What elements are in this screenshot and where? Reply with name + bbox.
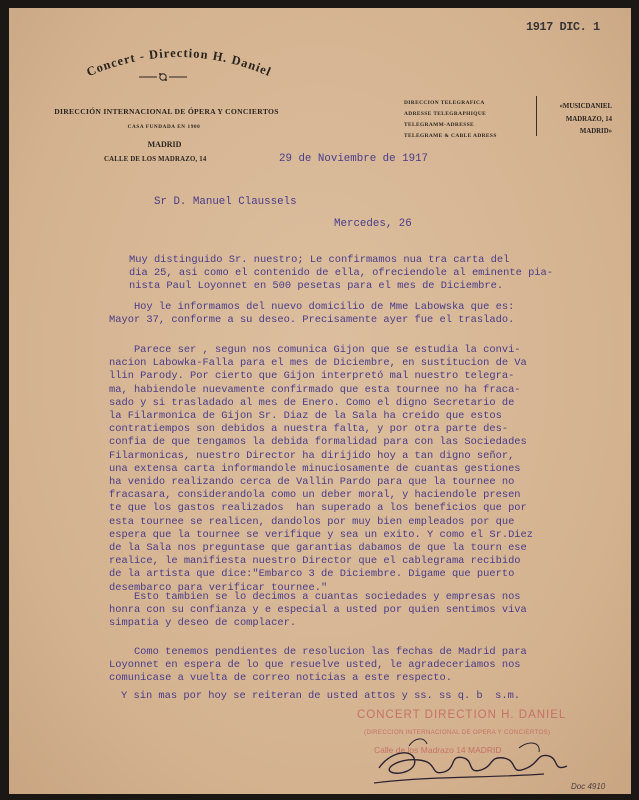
body-paragraph-5: Como tenemos pendientes de resolucion las fechas de Madrid para Loyonnet en espera de lo que resuelve usted, le agradeceriamos nos comunicase a vuelta de correo noticias a este respecto.: [109, 646, 527, 685]
company-stamp-address: Calle de los Madrazo 14 MADRID: [374, 745, 502, 755]
cable-line: «MUSICDANIEL: [559, 103, 612, 110]
body-paragraph-2: Hoy le informamos del nuevo domicilio de Mme Labowska que es: Mayor 37, conforme a su deseo. Precisamente ayer fue el traslado.: [109, 301, 515, 327]
letterhead-founded: CASA FUNDADA EN 1900: [127, 124, 201, 130]
letterhead-subtitle: DIRECCIÓN INTERNACIONAL DE ÓPERA Y CONCIERTOS: [54, 107, 279, 116]
recipient-name: Sr D. Manuel Claussels: [154, 196, 297, 208]
letterhead-city: MADRID: [147, 140, 182, 149]
company-stamp-title: CONCERT DIRECTION H. DANIEL: [357, 709, 567, 721]
recipient-street: Mercedes, 26: [334, 218, 412, 230]
svg-text:Concert - Direction H. Daniel: Concert - Direction H. Daniel: [84, 45, 274, 80]
divider: [536, 96, 537, 136]
telegraph-line: TELEGRAME & CABLE ADRESS: [404, 133, 497, 139]
received-date-stamp: 1917 DIC. 1: [526, 20, 600, 34]
ornament-icon: [137, 70, 189, 84]
closing-line: Y sin mas por hoy se reiteran de usted attos y ss. ss q. b s.m.: [121, 690, 521, 702]
body-paragraph-1: Muy distinguido Sr. nuestro; Le confirmamos nua tra carta del dia 25, asi como el contenido de ella, ofreciendole al eminente pia- nista Paul Loyonnet en 500 pesetas para el mes de Diciembre.: [129, 254, 554, 293]
body-paragraph-4: Esto tambien se lo decimos a cuantas sociedades y empresas nos honra con su confianza y e especial a usted por quien sentimos viva simpatia y deseo de complacer.: [109, 591, 527, 630]
cable-line: MADRAZO, 14: [565, 115, 612, 123]
telegraph-line: DIRECCION TELEGRAFICA: [404, 100, 485, 106]
telegraph-address-block: [404, 98, 497, 142]
cable-line: MADRID»: [579, 128, 612, 135]
letter-date: 29 de Noviembre de 1917: [279, 153, 429, 165]
handwritten-signature: [369, 728, 584, 793]
body-paragraph-3: Parece ser , segun nos comunica Gijon que se estudia la convi- nacion Labowka-Falla para el mes de Diciembre, en sustitucion de Va llin Parody. Por cierto que Gijon interpretó mal nuestro telegra- ma, habiendole nuevamente confirmado que esta tournee no ha fraca- sado y si trasladado al mes de Enero. Como el digno Secretario de la Filarmonica de Gijon Sr. Diaz de la Sala ha creido que estos contratiempos son debidos a nuestra falta, y por otra parte des- confia de que tengamos la debida formalidad para con las Sociedades Filarmonicas, nuestro Director ha dirijido hoy a tan digno señor, una extensa carta informandole minuciosamente de cuantas gestiones ha venido realizando cerca de Vallin Pardo para que la tournee no fracasara, considerandola como un deber moral, y haciendole presen te que los gastos realizados han superado a los beneficios que por esta tournee se realicen, dandolos por muy bien empleados por que espera que la tournee se verifique y sea un exito. Y como el Sr.Diez de la Sala nos preguntase que garantias dabamos de que la tourn ese realice, le manifiesta nuestro Director que el cablegrama recibido de la artista que dice:"Embarco 3 de Diciembre. Digame que puerto desembarco para verificar tournee.": [109, 344, 534, 594]
company-stamp-subtitle: (DIRECCIÓN INTERNACIONAL DE ÓPERA Y CONCIERTOS): [364, 729, 551, 736]
letter-sheet: [9, 8, 631, 794]
cable-address-block: [542, 101, 612, 139]
document-number: Doc 4910: [571, 782, 606, 791]
telegraph-line: ADRESSE TELEGRAPHIQUE: [404, 111, 487, 117]
telegraph-line: TELEGRAMM-ADRESSE: [404, 122, 474, 128]
letterhead-street: CALLE DE LOS MADRAZO, 14: [104, 156, 207, 163]
